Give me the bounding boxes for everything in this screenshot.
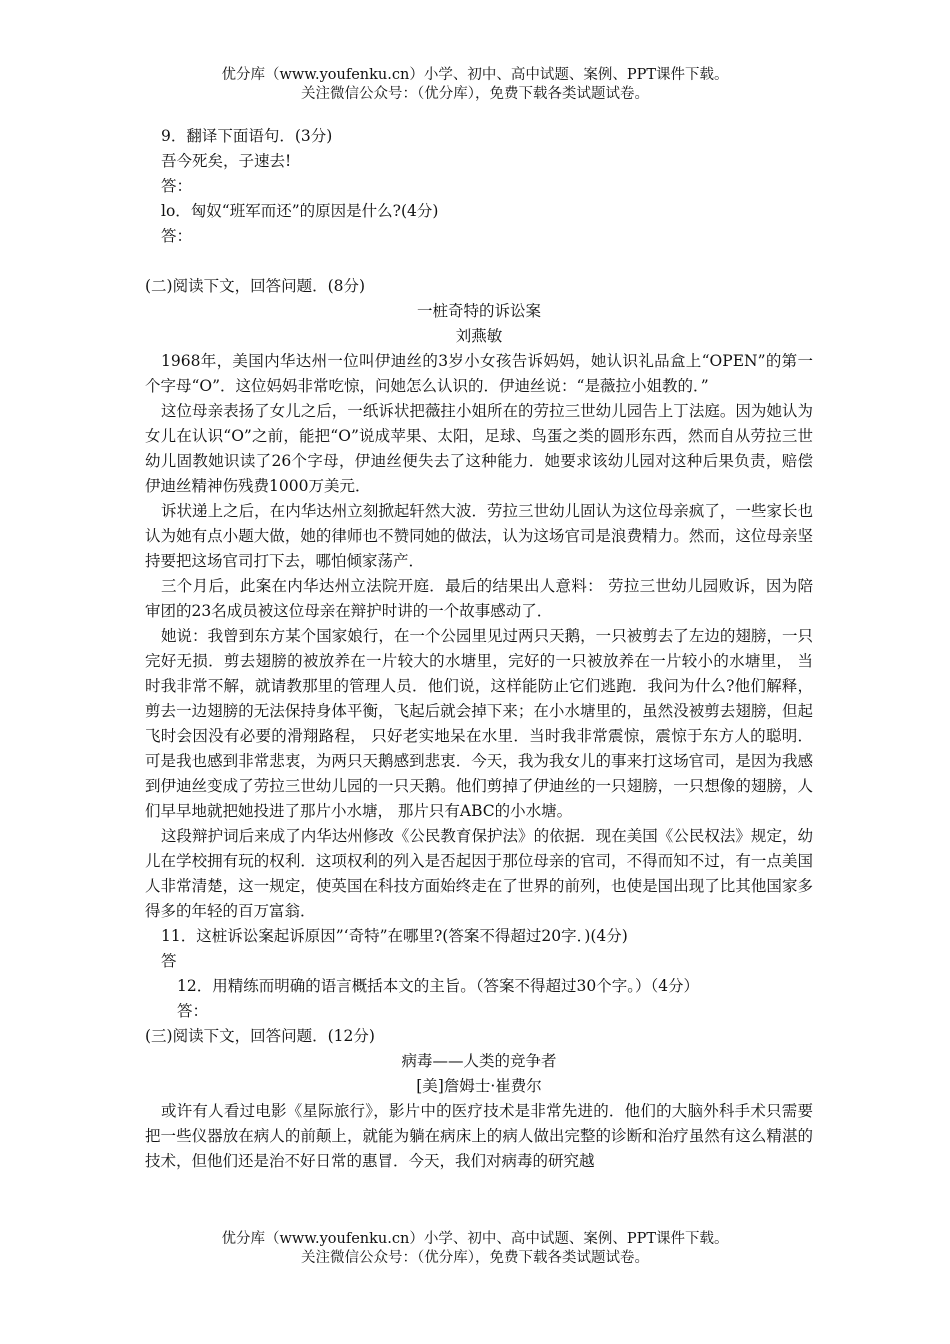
footer-line-2: 关注微信公众号：（优分库），免费下载各类试题试卷。	[301, 1250, 649, 1266]
q12-title: 12．用精练而明确的语言概括本文的主旨。（答案不得超过30个字。）（4分）	[177, 977, 700, 995]
q9-title: 9．翻译下面语句．(3分)	[161, 127, 333, 145]
section2-paragraph-5: 她说：我曾到东方某个国家娘行，在一个公园里见过两只天鹅，一只被剪去了左边的翅膀，一只完好无损．剪去翅膀的被放养在一片较大的水塘里，完好的一只被放养在一片较小的水塘里， 当时我非常不解，就请教那里的管理人员．他们说，这样能防止它们逃跑．我问为什么?他们解释，剪去一边翅膀的无法保持身体平衡，飞起后就会掉下来；在小水塘里的，虽然没被剪去翅膀，但起飞时会因没有必要的滑翔路程， 只好老实地呆在水里．当时我非常震惊，震惊于东方人的聪明．可是我也感到非常悲衷，为两只天鹅感到悲衷．今天，我为我女儿的事来打这场官司，是因为我感到伊迪丝变成了劳拉三世幼儿园的一只天鹅。他们剪掉了伊迪丝的一只翅膀，一只想像的翅膀，人们早早地就把她投进了那片小水塘， 那片只有ABC的小水塘。	[145, 627, 813, 820]
header-line-1: 优分库（www.youfenku.cn）小学、初中、高中试题、案例、PPT课件下载。	[221, 67, 729, 83]
section2-heading: (二)阅读下文，回答问题．(8分)	[145, 277, 366, 295]
q10-title: lo．匈奴“班军而还”的原因是什么?(4分)	[161, 202, 439, 220]
section2-paragraph-1: 1968年，美国内华达州一位叫伊迪丝的3岁小女孩告诉妈妈，她认识礼品盒上“OPEN”的第一个字母“O”．这位妈妈非常吃惊，问她怎么认识的．伊迪丝说：“是薇拉小姐教的．”	[145, 352, 813, 395]
section2-paragraph-6: 这段辩护词后来成了内华达州修改《公民教育保护法》的依据．现在美国《公民权法》规定，幼儿在学校拥有玩的权利．这项权利的列入是否起因于那位母亲的官司，不得而知不过，有一点美国人非常清楚，这一规定，使英国在科技方面始终走在了世界的前列，也使是国出现了比其他国家多得多的年轻的百万富翁．	[145, 827, 813, 920]
q9-sentence: 吾今死矣，子速去!	[161, 152, 292, 170]
page-header	[0, 66, 950, 104]
section2-title: 一桩奇特的诉讼案	[416, 302, 541, 320]
page-footer	[0, 1230, 950, 1268]
q10-answer: 答：	[161, 227, 193, 245]
q11-answer: 答	[161, 952, 177, 970]
section3-title: 病毒——人类的竞争者	[401, 1052, 557, 1070]
spacer	[145, 249, 813, 274]
q9-answer: 答：	[161, 177, 193, 195]
section2-paragraph-4: 三个月后，此案在内华达州立法院开庭．最后的结果出人意料： 劳拉三世幼儿园败诉，因为陪审团的23名成员被这位母亲在辩护时讲的一个故事感动了．	[145, 577, 813, 620]
section2-paragraph-2: 这位母亲表扬了女儿之后，一纸诉状把薇拄小姐所在的劳拉三世幼儿园告上丁法庭。因为她认为女儿在认识“O”之前，能把“O”说成苹果、太阳，足球、鸟蛋之类的圆形东西，然而自从劳拉三世幼儿固教她识读了26个字母，伊迪丝便失去了这种能力．她要求该幼儿园对这种后果负责，赔偿伊迪丝精神伤残费1000万美元．	[145, 402, 813, 495]
footer-line-1: 优分库（www.youfenku.cn）小学、初中、高中试题、案例、PPT课件下载。	[221, 1231, 729, 1247]
section2-paragraph-3: 诉状递上之后，在内华达州立刻掀起轩然大波．劳拉三世幼儿固认为这位母亲疯了，一些家长也认为她有点小题大做，她的律师也不赞同她的做法，认为这场官司是浪费精力。然而，这位母亲坚持要把这场官司打下去，哪怕倾家荡产．	[145, 502, 813, 570]
section2-author: 刘燕敏	[455, 327, 503, 345]
q11-title: 11．这桩诉讼案起诉原因”‘奇特”在哪里?(答案不得超过20字．)(4分)	[161, 927, 628, 945]
section3-author: [美]詹姆士·崔费尔	[416, 1077, 542, 1095]
q12-answer: 答：	[177, 1002, 209, 1020]
section3-heading: (三)阅读下文，回答问题．(12分)	[145, 1027, 375, 1045]
header-line-2: 关注微信公众号：（优分库），免费下载各类试题试卷。	[301, 86, 649, 102]
section3-paragraph: 或许有人看过电影《星际旅行》，影片中的医疗技术是非常先进的．他们的大脑外科手术只需要把一些仪器放在病人的前颠上，就能为躺在病床上的病人做出完整的诊断和治疗虽然有这么精湛的技术，但他们还是治不好日常的惠冒．今天，我们对病毒的研究越	[145, 1102, 813, 1170]
document-body	[145, 124, 813, 1174]
